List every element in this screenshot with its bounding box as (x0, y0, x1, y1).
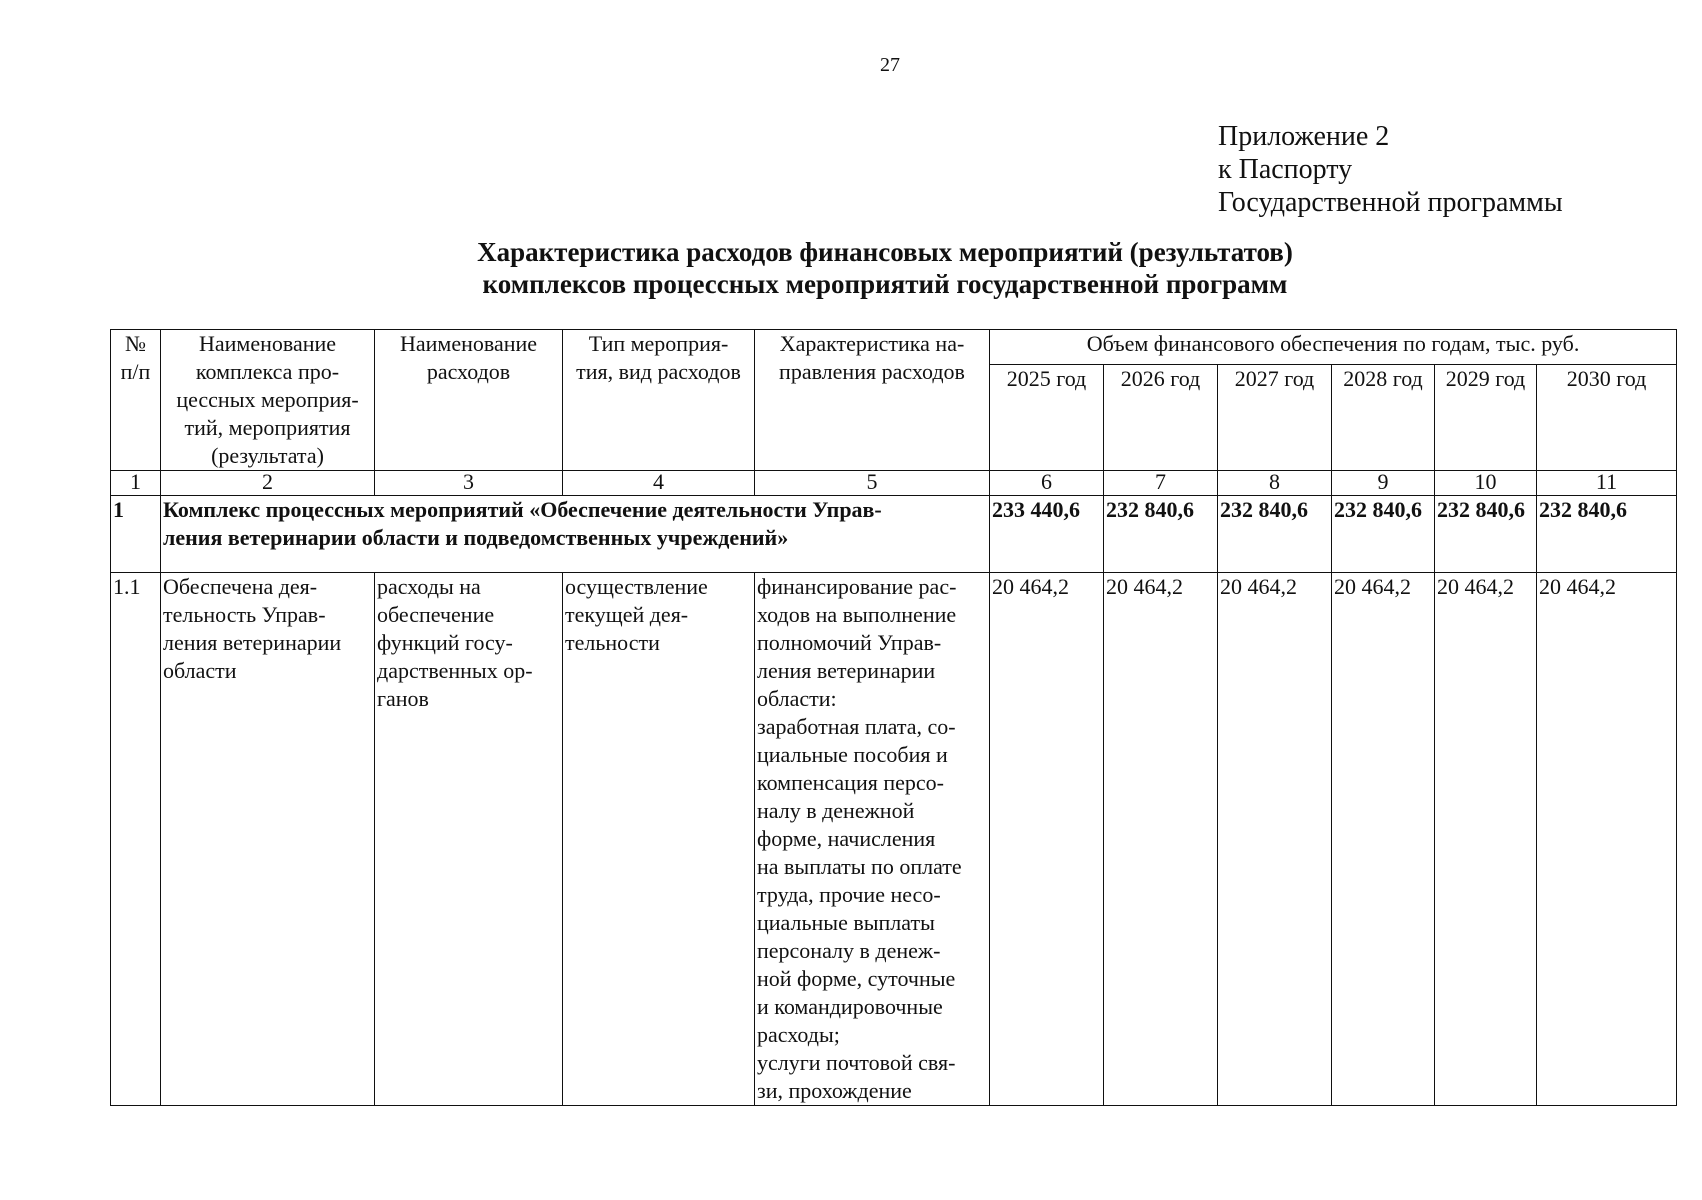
header-event-type: Тип мероприя- тия, вид расходов (563, 330, 755, 471)
expenses-table (110, 329, 1677, 1106)
appendix-line-3: Государственной программы (1218, 187, 1563, 218)
header-year: 2027 год (1218, 365, 1332, 471)
group-num: 1 (111, 496, 161, 573)
column-number: 9 (1332, 471, 1435, 496)
header-funding: Объем финансового обеспечения по годам, тыс. руб. (990, 330, 1677, 365)
item-expense-name: расходы на обеспечение функций госу- дарственных ор- ганов (375, 573, 563, 1106)
item-direction: финансирование рас- ходов на выполнение полномочий Управ- ления ветеринарии области: заработная плата, со- циальные пособия и компенсация персо- налу в денежной форме, начисления на выплаты по оплате труда, прочие несо- циальные выплаты персоналу в денеж- ной форме, суточные и командировочные расходы; услуги почтовой свя- зи, прохождение (755, 573, 990, 1106)
column-number: 6 (990, 471, 1104, 496)
item-complex-name: Обеспечена дея- тельность Управ- ления ветеринарии области (161, 573, 375, 1106)
column-number: 11 (1537, 471, 1677, 496)
column-number: 4 (563, 471, 755, 496)
group-value: 232 840,6 (1104, 496, 1218, 573)
column-number: 10 (1435, 471, 1537, 496)
header-year: 2030 год (1537, 365, 1677, 471)
header-expense-name: Наименование расходов (375, 330, 563, 471)
appendix-line-1: Приложение 2 (1218, 121, 1390, 152)
appendix-note (1218, 120, 1563, 219)
item-num: 1.1 (111, 573, 161, 1106)
group-value: 232 840,6 (1218, 496, 1332, 573)
column-number: 5 (755, 471, 990, 496)
column-number: 3 (375, 471, 563, 496)
header-direction: Характеристика на- правления расходов (755, 330, 990, 471)
header-year: 2026 год (1104, 365, 1218, 471)
item-value: 20 464,2 (1218, 573, 1332, 1106)
column-number: 8 (1218, 471, 1332, 496)
item-value: 20 464,2 (990, 573, 1104, 1106)
table-row-group (111, 496, 1677, 573)
item-event-type: осуществление текущей дея- тельности (563, 573, 755, 1106)
group-name: Комплекс процессных мероприятий «Обеспечение деятельности Управ- ления ветеринарии области и подведомственных учреждений» (161, 496, 990, 573)
item-value: 20 464,2 (1537, 573, 1677, 1106)
item-value: 20 464,2 (1332, 573, 1435, 1106)
column-number: 7 (1104, 471, 1218, 496)
item-value: 20 464,2 (1435, 573, 1537, 1106)
group-value: 233 440,6 (990, 496, 1104, 573)
header-year: 2029 год (1435, 365, 1537, 471)
header-year: 2028 год (1332, 365, 1435, 471)
column-number: 1 (111, 471, 161, 496)
title-line-2: комплексов процессных мероприятий государственной программ (482, 269, 1288, 299)
header-complex-name: Наименование комплекса про- цессных мероприя- тий, мероприятия (результата) (161, 330, 375, 471)
item-value: 20 464,2 (1104, 573, 1218, 1106)
page-number: 27 (880, 54, 900, 76)
group-value: 232 840,6 (1332, 496, 1435, 573)
header-year: 2025 год (990, 365, 1104, 471)
column-number: 2 (161, 471, 375, 496)
appendix-line-2: к Паспорту (1218, 154, 1353, 185)
document-title (0, 236, 1702, 300)
group-value: 232 840,6 (1435, 496, 1537, 573)
group-value: 232 840,6 (1537, 496, 1677, 573)
table-row-item (111, 573, 1677, 1106)
title-line-1: Характеристика расходов финансовых мероприятий (результатов) (477, 237, 1293, 267)
header-num: № п/п (111, 330, 161, 471)
